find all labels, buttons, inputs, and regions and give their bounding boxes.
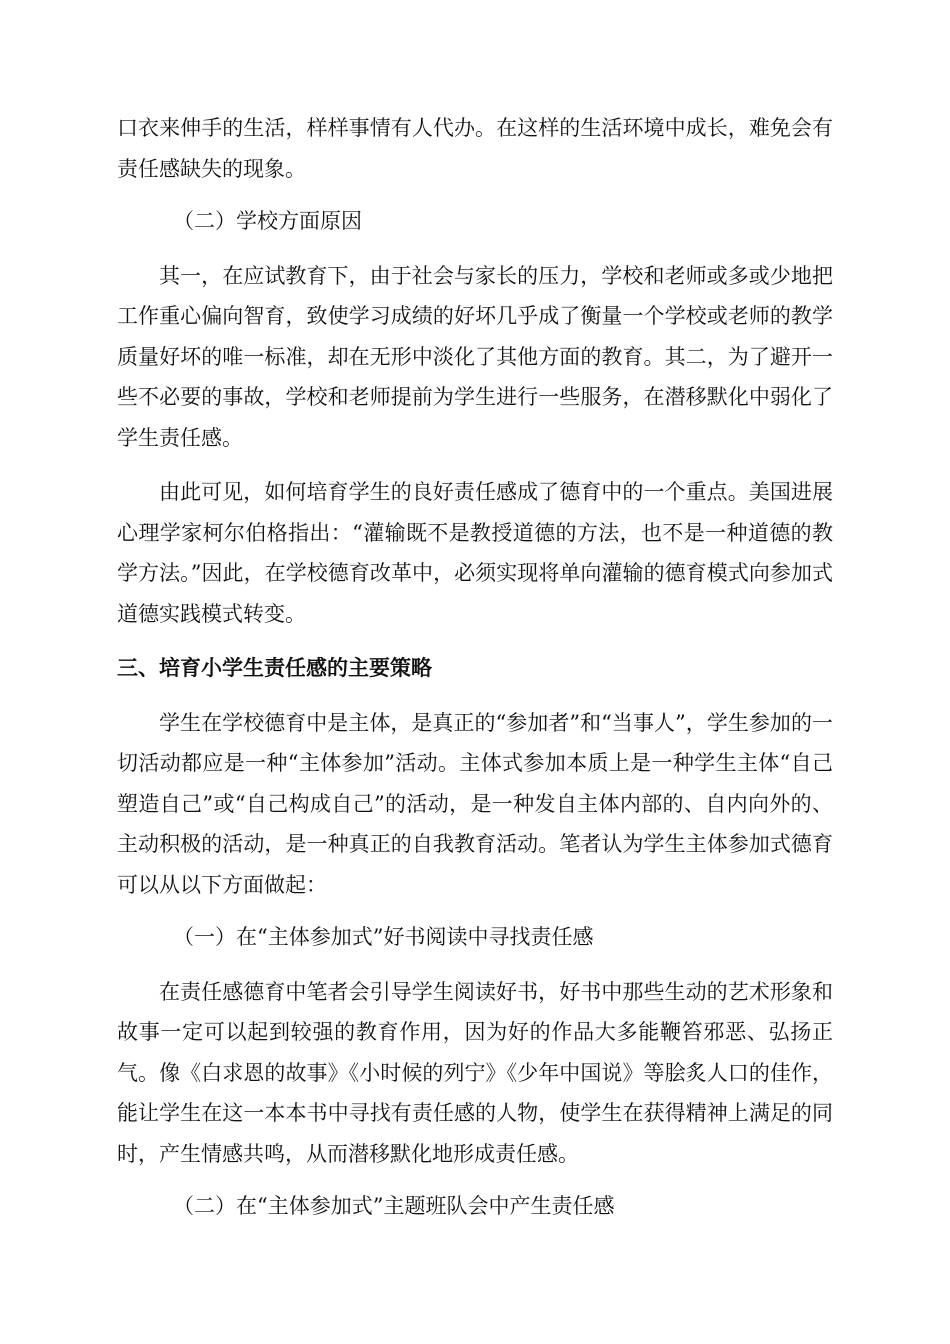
document-page: [117, 108, 833, 1227]
paragraph-school-reasons: 其一，在应试教育下，由于社会与家长的压力，学校和老师或多或少地把工作重心偏向智育，致使学习成绩的好坏几乎成了衡量一个学校或老师的教学质量好坏的唯一标准，却在无形中淡化了其他方面的教育。其二，为了避开一些不必要的事故，学校和老师提前为学生进行一些服务，在潜移默化中弱化了学生责任感。: [117, 263, 833, 450]
subheading-class-meeting: （二）在“主体参加式”主题班队会中产生责任感: [173, 1194, 615, 1218]
subheading-reading: （一）在“主体参加式”好书阅读中寻找责任感: [173, 925, 594, 949]
paragraph-subject-participation: 学生在学校德育中是主体，是真正的“参加者”和“当事人”，学生参加的一切活动都应是一种“主体参加”活动。主体式参加本质上是一种学生主体“自己塑造自己”或“自己构成自己”的活动，是一种发自主体内部的、自内向外的、主动积极的活动，是一种真正的自我教育活动。笔者认为学生主体参加式德育可以从以下方面做起：: [117, 710, 833, 897]
subheading-school-reasons: （二）学校方面原因: [173, 209, 362, 233]
section-heading-strategies: 三、培育小学生责任感的主要策略: [117, 656, 432, 680]
paragraph-conclusion: 由此可见，如何培育学生的良好责任感成了德育中的一个重点。美国进展心理学家柯尔伯格指出：“灌输既不是教授道德的方法，也不是一种道德的教学方法。”因此，在学校德育改革中，必须实现将单向灌输的德育模式向参加式道德实践模式转变。: [117, 480, 833, 626]
paragraph-continued: 口衣来伸手的生活，样样事情有人代办。在这样的生活环境中成长，难免会有责任感缺失的现象。: [117, 116, 833, 181]
paragraph-reading: 在责任感德育中笔者会引导学生阅读好书，好书中那些生动的艺术形象和故事一定可以起到较强的教育作用，因为好的作品大多能鞭笞邪恶、弘扬正气。像《白求恩的故事》《小时候的列宁》《少年中国说》等脍炙人口的佳作，能让学生在这一本本书中寻找有责任感的人物，使学生在获得精神上满足的同时，产生情感共鸣，从而潜移默化地形成责任感。: [117, 979, 833, 1166]
